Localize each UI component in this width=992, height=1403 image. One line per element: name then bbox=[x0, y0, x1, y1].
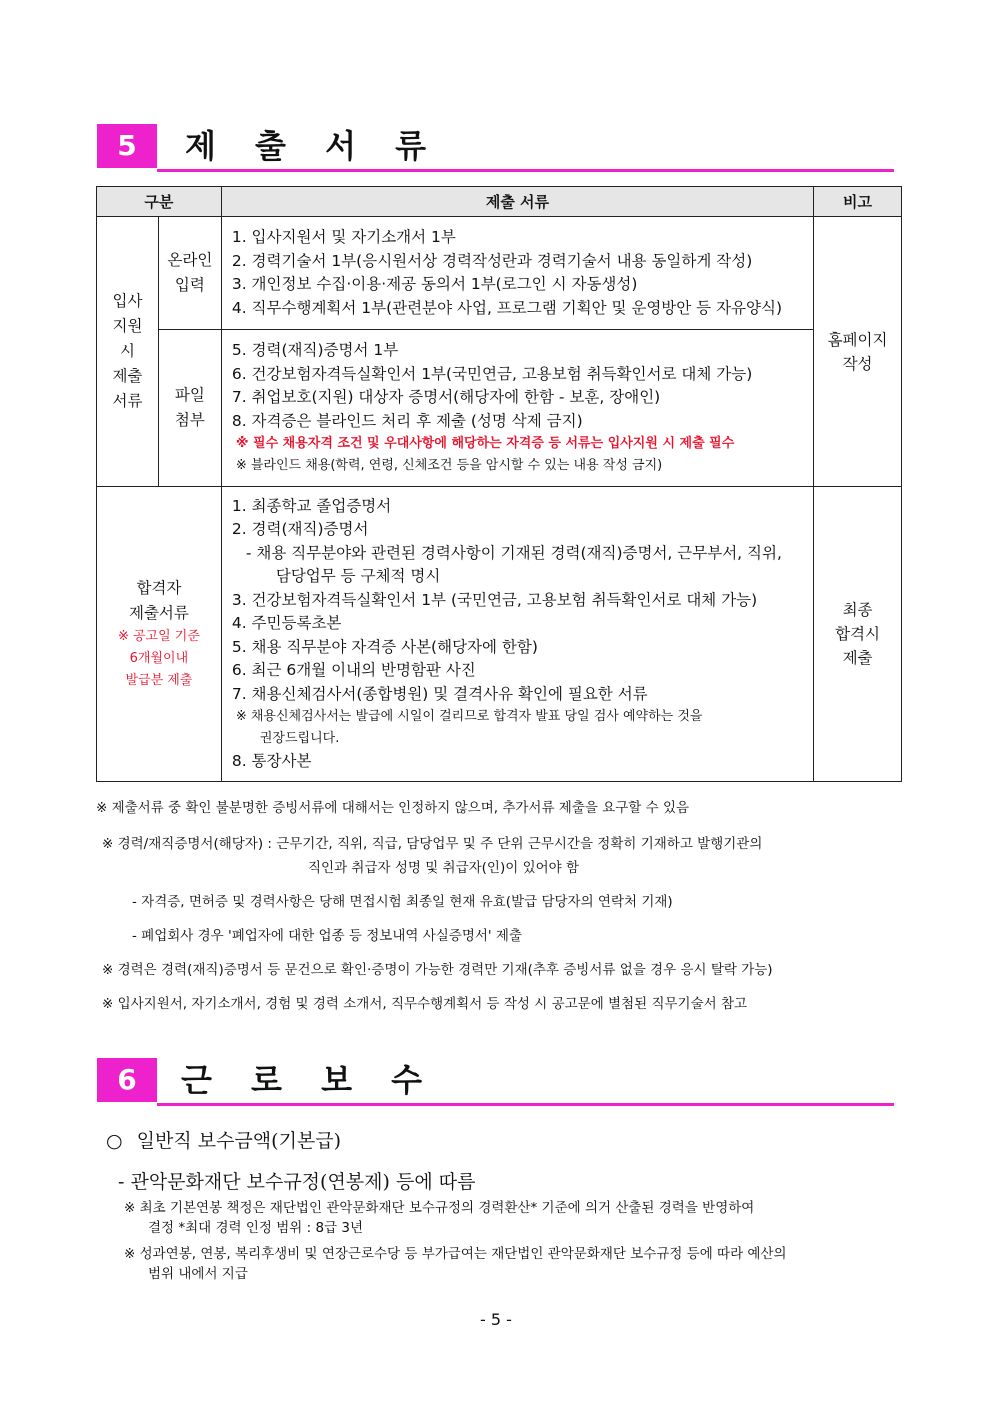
list-item: 2. 경력기술서 1부(응시원서상 경력작성란과 경력기술서 내용 동일하게 작성) bbox=[231, 251, 753, 270]
salary-note-2 bbox=[124, 1244, 787, 1284]
section-6-header bbox=[97, 1058, 894, 1102]
category-line: 서류 bbox=[112, 392, 143, 410]
note-item: ※ 입사지원서, 자기소개서, 경험 및 경력 소개서, 직무수행계획서 등 작성 시 공고문에 별첨된 직무기술서 참고 bbox=[102, 996, 748, 1012]
category-red-line: 6개월이내 bbox=[129, 651, 189, 666]
list-item: 5. 채용 직무분야 자격증 사본(해당자에 한함) bbox=[231, 637, 538, 656]
list-item: 8. 통장사본 bbox=[231, 752, 312, 770]
salary-note-line: ※ 최초 기본연봉 책정은 재단법인 관악문화재단 보수규정의 경력환산* 기준에 의거 산출된 경력을 반영하여 bbox=[124, 1200, 755, 1216]
subcategory-line: 파일 bbox=[174, 386, 205, 404]
category-red-line: ※ 공고일 기준 bbox=[117, 629, 200, 644]
section-number: 5 bbox=[97, 124, 157, 168]
list-item: 7. 채용신체검사서(종합병원) 및 결격사유 확인에 필요한 서류 bbox=[231, 684, 648, 703]
documents-table bbox=[96, 186, 902, 782]
online-documents-list bbox=[221, 217, 813, 330]
section-underline bbox=[157, 1103, 894, 1106]
list-item: 1. 입사지원서 및 자기소개서 1부 bbox=[231, 228, 456, 246]
remark-line: 홈페이지 bbox=[827, 330, 888, 349]
category-line: 합격자 bbox=[136, 579, 182, 597]
salary-note-1 bbox=[124, 1198, 754, 1238]
category-line: 제출서류 bbox=[128, 604, 189, 622]
circle-bullet: ○ bbox=[106, 1130, 123, 1152]
remark-line: 작성 bbox=[842, 354, 873, 373]
file-documents-list bbox=[221, 330, 813, 487]
list-item: 6. 최근 6개월 이내의 반명함판 사진 bbox=[231, 661, 476, 679]
subcategory-file bbox=[158, 330, 221, 487]
category-line: 입사 bbox=[112, 292, 143, 310]
header-category: 구분 bbox=[97, 187, 222, 217]
section-title: 제 출 서 류 bbox=[185, 127, 441, 165]
list-item: 1. 최종학교 졸업증명서 bbox=[231, 496, 392, 515]
category-red-line: 발급분 제출 bbox=[125, 673, 193, 688]
remark-homepage bbox=[814, 217, 902, 487]
list-item: 3. 개인정보 수집·이용·제공 동의서 1부(로그인 시 자동생성) bbox=[231, 275, 638, 293]
note-item: 직인과 취급자 성명 및 취급자(인)이 있어야 함 bbox=[308, 860, 580, 876]
subcategory-online bbox=[158, 217, 221, 330]
note-item: - 폐업회사 경우 '폐업자에 대한 업종 등 정보내역 사실증명서' 제출 bbox=[132, 928, 522, 944]
table-row bbox=[97, 217, 902, 330]
list-item: 7. 취업보호(지원) 대상자 증명서(해당자에 한함 - 보훈, 장애인) bbox=[231, 388, 661, 406]
blind-note: ※ 블라인드 채용(학력, 연령, 신체조건 등을 암시할 수 있는 내용 작성 금지) bbox=[235, 458, 663, 473]
note-item: ※ 제출서류 중 확인 불분명한 증빙서류에 대해서는 인정하지 않으며, 추가서류 제출을 요구할 수 있음 bbox=[96, 800, 690, 816]
subcategory-line: 온라인 bbox=[167, 251, 213, 269]
table-header-row bbox=[97, 187, 902, 217]
note-item: ※ 경력은 경력(재직)증명서 등 문건으로 확인·증명이 가능한 경력만 기재(추후 증빙서류 없을 경우 응시 탈락 가능) bbox=[102, 962, 773, 978]
section-6-body bbox=[106, 1126, 896, 1194]
list-item: 5. 경력(재직)증명서 1부 bbox=[231, 341, 399, 359]
passer-documents-list bbox=[221, 487, 813, 782]
section-underline bbox=[157, 169, 894, 172]
section-title: 근 로 보 수 bbox=[181, 1061, 437, 1099]
list-item: 3. 건강보험자격득실확인서 1부 (국민연금, 고용보험 취득확인서로 대체 가능) bbox=[231, 590, 758, 609]
table-row bbox=[97, 330, 902, 487]
subcategory-line: 입력 bbox=[174, 276, 205, 294]
list-item: 4. 직무수행계획서 1부(관련분야 사업, 프로그램 기획안 및 운영방안 등 자유양식) bbox=[231, 298, 783, 317]
page-number: - 5 - bbox=[480, 1310, 512, 1329]
health-check-note-cont: 권장드립니다. bbox=[259, 731, 340, 746]
section-number: 6 bbox=[97, 1058, 157, 1102]
salary-subheading: - 관악문화재단 보수규정(연봉제) 등에 따름 bbox=[118, 1171, 476, 1193]
category-passer bbox=[97, 487, 222, 782]
list-item: 2. 경력(재직)증명서 bbox=[231, 520, 369, 538]
list-item: 6. 건강보험자격득실확인서 1부(국민연금, 고용보험 취득확인서로 대체 가능) bbox=[231, 364, 753, 383]
subcategory-line: 첨부 bbox=[174, 411, 205, 429]
header-documents: 제출 서류 bbox=[221, 187, 813, 217]
salary-note-line: 결정 *최대 경력 인정 범위 : 8급 3년 bbox=[148, 1220, 364, 1236]
remark-line: 최종 bbox=[842, 601, 873, 619]
category-apply bbox=[97, 217, 159, 487]
salary-note-line: ※ 성과연봉, 연봉, 복리후생비 및 연장근로수당 등 부가급여는 재단법인 관악문화재단 보수규정 등에 따라 예산의 bbox=[124, 1246, 787, 1262]
category-line: 시 bbox=[119, 342, 135, 360]
category-line: 지원 bbox=[112, 317, 143, 335]
salary-heading bbox=[106, 1126, 896, 1153]
note-item: - 자격증, 면허증 및 경력사항은 당해 면접시험 최종일 현재 유효(발급 담당자의 연락처 기재) bbox=[132, 894, 673, 910]
category-line: 제출 bbox=[112, 367, 143, 385]
list-subitem: - 채용 직무분야와 관련된 경력사항이 기재된 경력(재직)증명서, 근무부서, 직위, bbox=[245, 543, 782, 562]
section-5-header bbox=[97, 124, 894, 168]
remark-line: 제출 bbox=[842, 649, 873, 667]
salary-heading-text: 일반직 보수금액(기본급) bbox=[136, 1130, 342, 1152]
table-row bbox=[97, 487, 902, 782]
list-item: 8. 자격증은 블라인드 처리 후 제출 (성명 삭제 금지) bbox=[231, 411, 583, 430]
header-remark: 비고 bbox=[814, 187, 902, 217]
note-item: ※ 경력/재직증명서(해당자) : 근무기간, 직위, 직급, 담당업무 및 주 단위 근무시간을 정확히 기재하고 발행기관의 bbox=[102, 836, 763, 852]
list-item: 4. 주민등록초본 bbox=[231, 614, 342, 632]
salary-note-line: 범위 내에서 지급 bbox=[148, 1266, 248, 1282]
remark-final bbox=[814, 487, 902, 782]
remark-line: 합격시 bbox=[835, 625, 880, 643]
list-subitem: 담당업무 등 구체적 명시 bbox=[275, 567, 441, 585]
health-check-note: ※ 채용신체검사서는 발급에 시일이 걸리므로 합격자 발표 당일 검사 예약하는 것을 bbox=[235, 709, 703, 724]
required-note: ※ 필수 채용자격 조건 및 우대사항에 해당하는 자격증 등 서류는 입사지원 시 제출 필수 bbox=[235, 436, 735, 451]
